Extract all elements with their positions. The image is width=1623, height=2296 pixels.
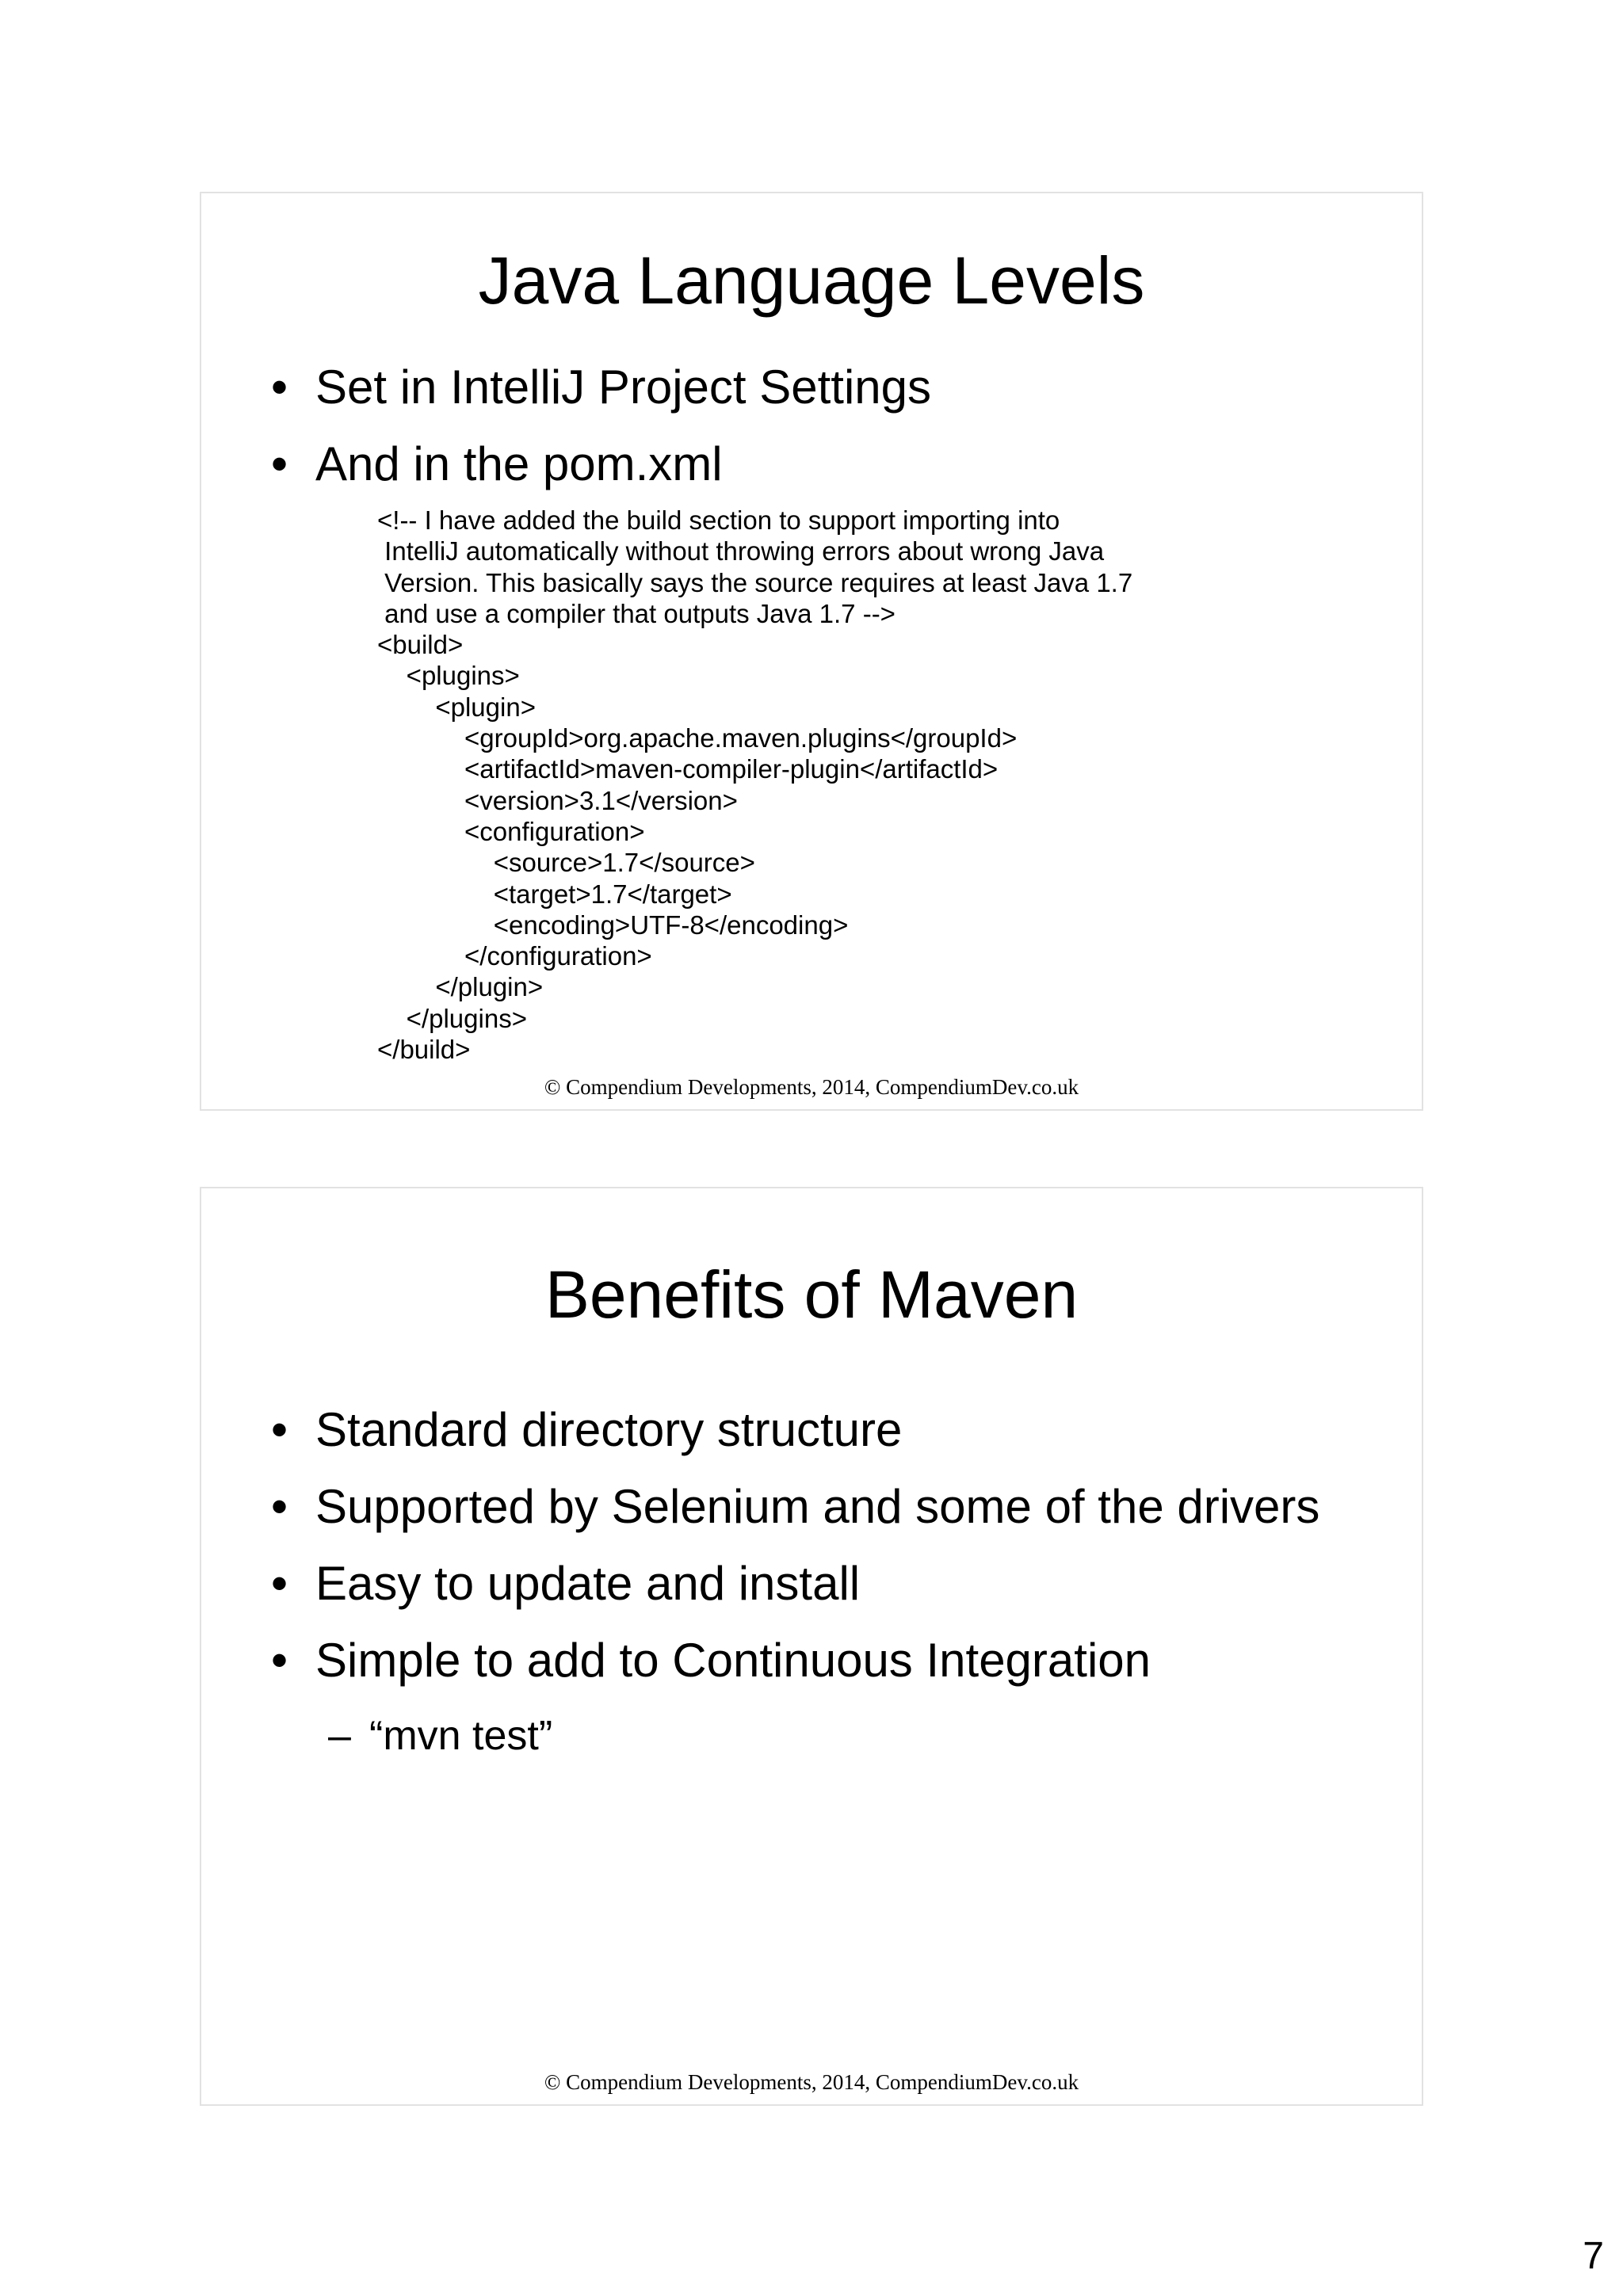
slide-java-language-levels	[200, 192, 1423, 1111]
slide-title: Java Language Levels	[478, 243, 1145, 318]
slide-title: Benefits of Maven	[544, 1257, 1079, 1332]
sub-bullet-item	[201, 1699, 1319, 1773]
bullet-text: And in the pom.xml	[315, 437, 723, 490]
page-number: 7	[1583, 2235, 1604, 2277]
code-line: <!-- I have added the build section to support importing into	[377, 505, 1060, 535]
bullet-text: Simple to add to Continuous Integration	[315, 1634, 1151, 1687]
bullet-list	[201, 349, 931, 502]
code-line: Version. This basically says the source requires at least Java 1.7	[377, 567, 1133, 597]
bullet-item	[201, 425, 931, 502]
code-line: </plugins>	[377, 1003, 527, 1033]
bullet-text: Set in IntelliJ Project Settings	[315, 360, 932, 414]
bullet-item	[201, 1545, 1319, 1622]
code-line: <artifactId>maven-compiler-plugin</artifactId>	[377, 754, 999, 784]
code-line: <target>1.7</target>	[377, 879, 732, 909]
code-line: </plugin>	[377, 972, 544, 1002]
bullet-list	[201, 1391, 1319, 1773]
code-line: <version>3.1</version>	[377, 785, 738, 815]
bullet-icon: •	[271, 1634, 288, 1687]
bullet-icon: •	[271, 360, 288, 414]
bullet-icon: •	[271, 437, 288, 490]
code-line: <plugin>	[377, 692, 536, 722]
sub-bullet-text: “mvn test”	[369, 1713, 553, 1759]
code-line: <plugins>	[377, 661, 520, 691]
slide-benefits-of-maven	[200, 1187, 1423, 2106]
bullet-icon: •	[271, 1403, 288, 1456]
code-line: </build>	[377, 1035, 471, 1065]
code-line: <encoding>UTF-8</encoding>	[377, 910, 849, 940]
bullet-text: Supported by Selenium and some of the drivers	[315, 1480, 1320, 1533]
bullet-item	[201, 1468, 1319, 1545]
bullet-item	[201, 349, 931, 425]
pom-xml-snippet	[377, 505, 1132, 1065]
slide-footer: © Compendium Developments, 2014, CompendiumDev.co.uk	[544, 2070, 1079, 2094]
code-line: <configuration>	[377, 816, 645, 846]
code-line: IntelliJ automatically without throwing errors about wrong Java	[377, 536, 1105, 566]
code-line: <source>1.7</source>	[377, 848, 755, 878]
bullet-item	[201, 1622, 1319, 1699]
code-line: <groupId>org.apache.maven.plugins</groupId>	[377, 723, 1018, 753]
code-line: and use a compiler that outputs Java 1.7 -->	[377, 598, 896, 628]
bullet-text: Standard directory structure	[315, 1403, 903, 1456]
code-line: </configuration>	[377, 941, 652, 971]
bullet-item	[201, 1391, 1319, 1468]
dash-icon: –	[328, 1713, 351, 1759]
bullet-icon: •	[271, 1557, 288, 1610]
bullet-icon: •	[271, 1480, 288, 1533]
slide-footer: © Compendium Developments, 2014, CompendiumDev.co.uk	[544, 1075, 1079, 1099]
bullet-text: Easy to update and install	[315, 1557, 861, 1610]
code-line: <build>	[377, 630, 464, 660]
